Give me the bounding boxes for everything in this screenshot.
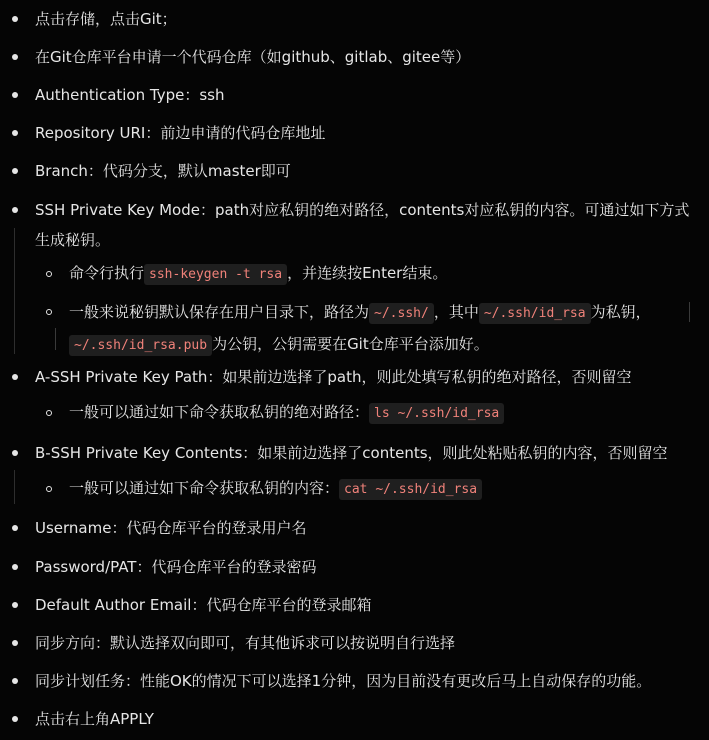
nested-guide-line <box>14 228 15 354</box>
inline-code: ~/.ssh/id_rsa <box>479 303 591 324</box>
list-item-text: B-SSH Private Key Contents：如果前边选择了contents，则此处粘贴私钥的内容，否则留空 <box>35 444 668 462</box>
bullet-icon <box>12 130 18 136</box>
bullet-icon <box>12 54 18 60</box>
list-item-text: Username：代码仓库平台的登录用户名 <box>35 519 307 537</box>
list-item-text: Branch：代码分支，默认master即可 <box>35 162 291 180</box>
bullet-icon <box>12 374 18 380</box>
list-item-text: SSH Private Key Mode：path对应私钥的绝对路径，contents对应私钥的内容。可通过如下方式生成秘钥。 <box>35 201 690 249</box>
list-item-text: 同步计划任务：性能OK的情况下可以选择1分钟，因为目前没有更改后马上自动保存的功能。 <box>35 672 652 690</box>
list-item-text: 同步方向：默认选择双向即可，有其他诉求可以按说明自行选择 <box>35 634 456 652</box>
bullet-icon <box>12 92 18 98</box>
inline-code: ssh-keygen -t rsa <box>144 264 287 285</box>
sub-list-item-text: 命令行执行 ssh-keygen -t rsa ，并连续按Enter结束。 <box>69 264 695 284</box>
list-item-text: 点击存储，点击Git； <box>35 10 177 28</box>
list-item-text: Password/PAT：代码仓库平台的登录密码 <box>35 558 317 576</box>
sub-list-item-text: 一般可以通过如下命令获取私钥的绝对路径： ls ~/.ssh/id_rsa <box>69 403 695 423</box>
sub-bullet-icon <box>46 271 52 277</box>
list-item-text: Authentication Type：ssh <box>35 86 225 104</box>
inline-code: ~/.ssh/id_rsa.pub <box>69 335 212 356</box>
inline-code: ls ~/.ssh/id_rsa <box>369 403 504 424</box>
sub-bullet-icon <box>46 410 52 416</box>
nested-guide-line <box>14 470 15 504</box>
inline-code: cat ~/.ssh/id_rsa <box>339 479 482 500</box>
bullet-icon <box>12 716 18 722</box>
code-block-edge <box>55 328 56 350</box>
bullet-icon <box>12 207 18 213</box>
bullet-icon <box>12 640 18 646</box>
list-item-text: Default Author Email：代码仓库平台的登录邮箱 <box>35 596 372 614</box>
bullet-icon <box>12 564 18 570</box>
code-block-edge <box>689 302 690 322</box>
bullet-icon <box>12 678 18 684</box>
list-item-text: A-SSH Private Key Path：如果前边选择了path，则此处填写私钥的绝对路径，否则留空 <box>35 368 632 386</box>
bullet-icon <box>12 602 18 608</box>
list-item-text: 在Git仓库平台申请一个代码仓库（如github、gitlab、gitee等） <box>35 48 471 66</box>
bullet-icon <box>12 168 18 174</box>
sub-bullet-icon <box>46 486 52 492</box>
bullet-icon <box>12 16 18 22</box>
list-item-text: Repository URI：前边申请的代码仓库地址 <box>35 124 326 142</box>
bullet-icon <box>12 525 18 531</box>
inline-code: ~/.ssh/ <box>369 303 434 324</box>
sub-list-item-text: 一般来说秘钥默认保存在用户目录下，路径为 ~/.ssh/ ，其中 ~/.ssh/id_rsa 为私钥，~/.ssh/id_rsa.pub 为公钥，公钥需要在Git仓库平台添加好。 <box>69 297 695 361</box>
bullet-icon <box>12 450 18 456</box>
sub-list-item-text: 一般可以通过如下命令获取私钥的内容： cat ~/.ssh/id_rsa <box>69 479 695 499</box>
list-item-text: 点击右上角APPLY <box>35 710 154 728</box>
sub-bullet-icon <box>46 309 52 315</box>
